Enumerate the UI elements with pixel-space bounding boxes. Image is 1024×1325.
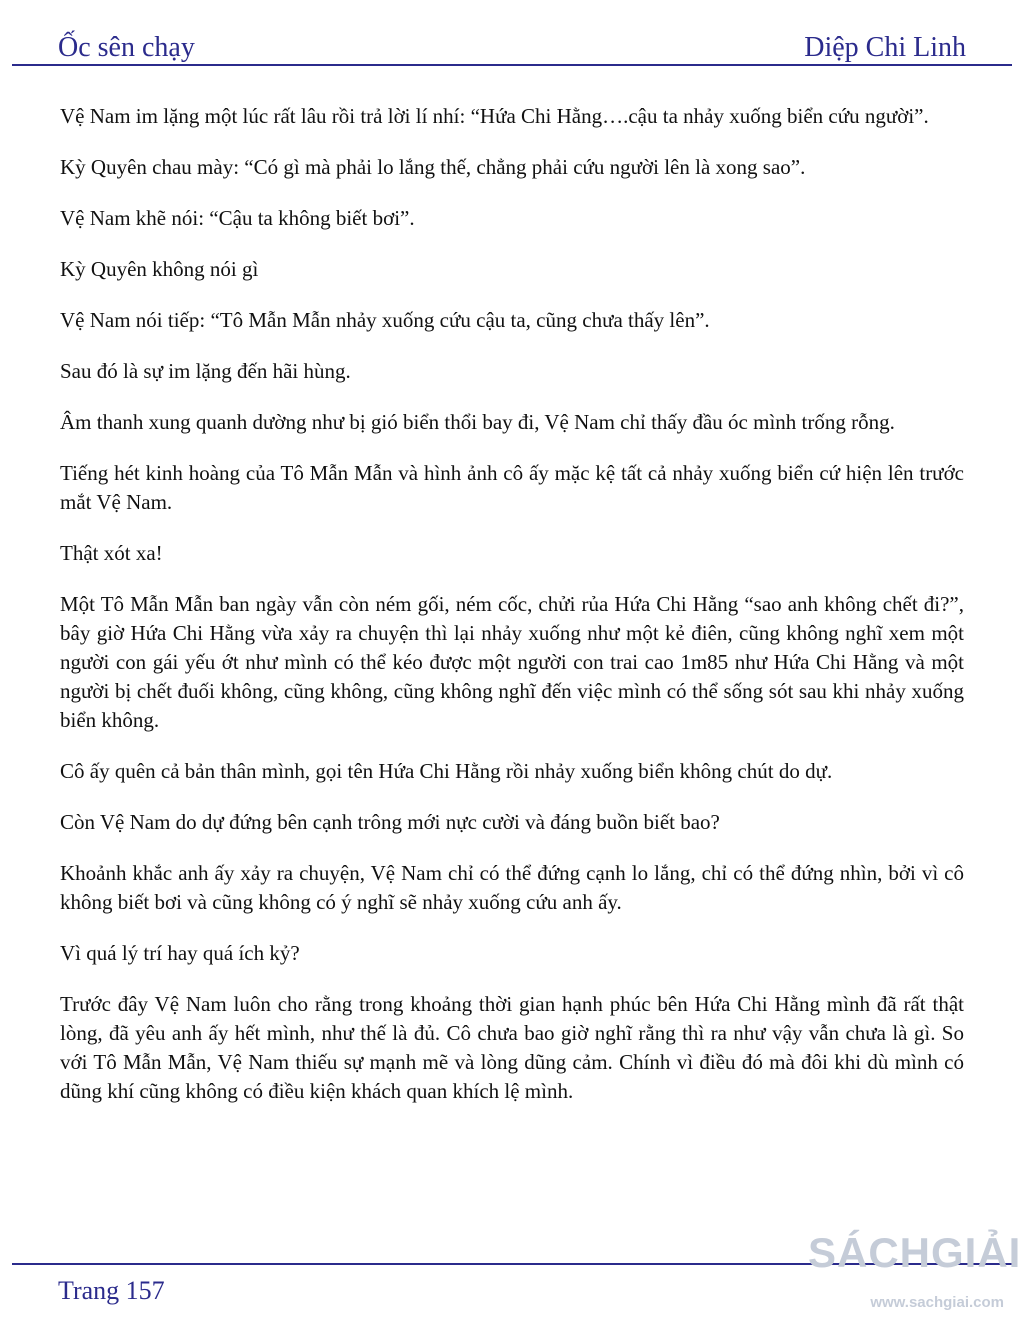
watermark-url: www.sachgiai.com <box>870 1294 1004 1311</box>
paragraph: Âm thanh xung quanh dường như bị gió biển thổi bay đi, Vệ Nam chỉ thấy đầu óc mình trống rỗng. <box>60 410 895 434</box>
paragraph: Khoảnh khắc anh ấy xảy ra chuyện, Vệ Nam chỉ có thể đứng cạnh lo lắng, chỉ có thể đứng nhìn, bởi vì cô không biết bơi và cũng không có ý nghĩ sẽ nhảy xuống cứu anh ấy. <box>60 861 964 914</box>
watermark-logo: SÁCHGIẢI <box>808 1229 1022 1276</box>
paragraph: Trước đây Vệ Nam luôn cho rằng trong khoảng thời gian hạnh phúc bên Hứa Chi Hằng mình đã rất thật lòng, đã yêu anh ấy hết mình, như thế là đủ. Cô chưa bao giờ nghĩ rằng thì ra như vậy vẫn chưa là gì. So với Tô Mẫn Mẫn, Vệ Nam thiếu sự mạnh mẽ và lòng dũng cảm. Chính vì điều đó mà đôi khi dù mình có dũng khí cũng không có điều kiện khách quan khích lệ mình. <box>60 992 964 1103</box>
paragraph: Một Tô Mẫn Mẫn ban ngày vẫn còn ném gối, ném cốc, chửi rủa Hứa Chi Hằng “sao anh không chết đi?”, bây giờ Hứa Chi Hằng vừa xảy ra chuyện thì lại nhảy xuống như một kẻ điên, cũng không nghĩ xem một người con gái yếu ớt như mình có thể kéo được một người con trai cao 1m85 như Hứa Chi Hằng và một người bị chết đuối không, cũng không, cũng không nghĩ đến việc mình có thể sống sót sau khi nhảy xuống biển không. <box>60 592 964 732</box>
author-name: Diệp Chi Linh <box>804 32 966 63</box>
watermark <box>808 1229 1022 1322</box>
page-number: Trang 157 <box>58 1276 165 1305</box>
paragraph: Sau đó là sự im lặng đến hãi hùng. <box>60 359 351 383</box>
paragraph: Kỳ Quyên chau mày: “Có gì mà phải lo lắng thế, chẳng phải cứu người lên là xong sao”. <box>60 155 806 179</box>
paragraph: Còn Vệ Nam do dự đứng bên cạnh trông mới nực cười và đáng buồn biết bao? <box>60 810 720 834</box>
paragraph: Thật xót xa! <box>60 541 163 565</box>
paragraph: Cô ấy quên cả bản thân mình, gọi tên Hứa Chi Hằng rồi nhảy xuống biển không chút do dự. <box>60 759 833 783</box>
paragraph: Vì quá lý trí hay quá ích kỷ? <box>60 941 300 965</box>
paragraph: Vệ Nam im lặng một lúc rất lâu rồi trả lời lí nhí: “Hứa Chi Hằng….cậu ta nhảy xuống biển cứu người”. <box>60 104 929 128</box>
paragraph: Kỳ Quyên không nói gì <box>60 257 259 281</box>
page-header <box>58 22 966 62</box>
body-text <box>60 102 964 1128</box>
paragraph: Vệ Nam khẽ nói: “Cậu ta không biết bơi”. <box>60 206 415 230</box>
paragraph: Tiếng hét kinh hoàng của Tô Mẫn Mẫn và hình ảnh cô ấy mặc kệ tất cả nhảy xuống biển cứ hiện lên trước mắt Vệ Nam. <box>60 461 964 514</box>
book-title: Ốc sên chạy <box>58 32 195 63</box>
paragraph: Vệ Nam nói tiếp: “Tô Mẫn Mẫn nhảy xuống cứu cậu ta, cũng chưa thấy lên”. <box>60 308 710 332</box>
header-divider <box>12 64 1012 66</box>
